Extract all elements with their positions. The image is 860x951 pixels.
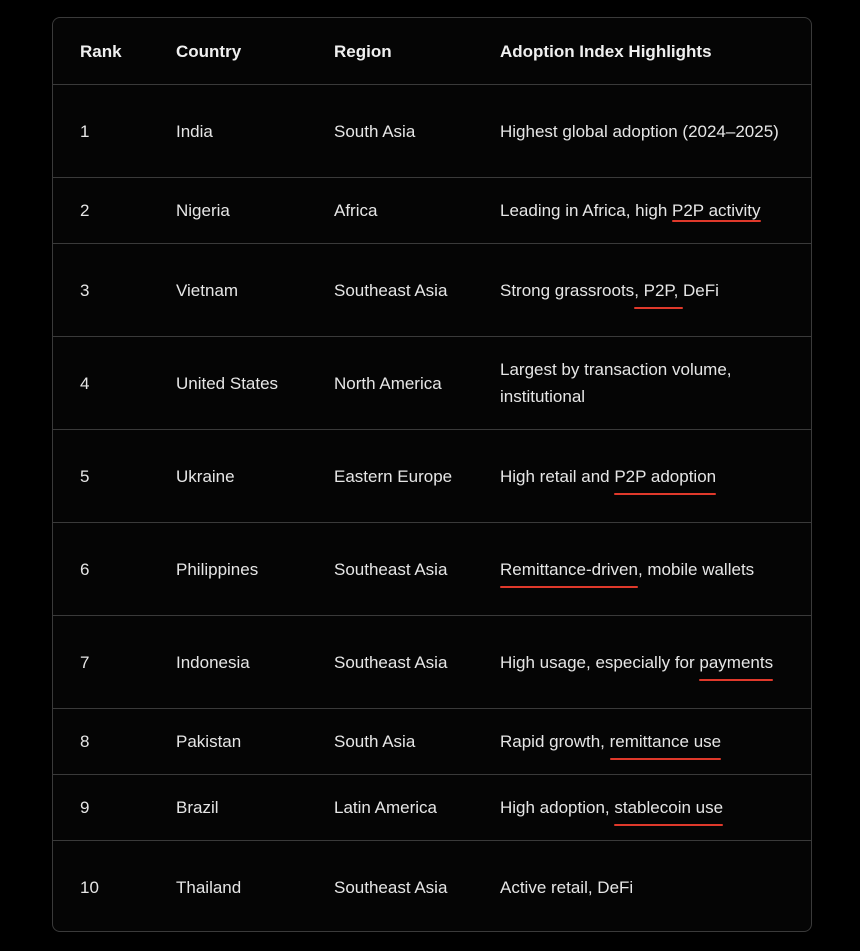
underlined-highlight: P2P adoption xyxy=(614,466,717,486)
underlined-highlight: , P2P, xyxy=(634,280,684,300)
region-cell: North America xyxy=(334,337,500,430)
table-row xyxy=(53,85,811,178)
region-cell: Latin America xyxy=(334,775,500,841)
rank-cell: 9 xyxy=(53,775,176,841)
rank-cell: 6 xyxy=(53,523,176,616)
highlights-cell xyxy=(500,616,811,709)
table-row xyxy=(53,616,811,709)
table-row xyxy=(53,430,811,523)
table-row xyxy=(53,775,811,841)
underlined-highlight: Remittance-driven xyxy=(500,559,638,579)
highlights-cell xyxy=(500,841,811,933)
country-cell: Brazil xyxy=(176,775,334,841)
country-cell: Vietnam xyxy=(176,244,334,337)
underlined-highlight: P2P activity xyxy=(672,201,761,220)
highlight-text: Highest global adoption (2024–2025) xyxy=(500,121,779,141)
rank-cell: 4 xyxy=(53,337,176,430)
rank-cell: 10 xyxy=(53,841,176,933)
header-country: Country xyxy=(176,41,242,61)
rank-cell: 1 xyxy=(53,85,176,178)
country-cell: India xyxy=(176,85,334,178)
region-cell: Southeast Asia xyxy=(334,616,500,709)
region-cell: South Asia xyxy=(334,85,500,178)
table-row xyxy=(53,709,811,775)
highlight-text: Rapid growth, xyxy=(500,732,610,751)
header-highlights: Adoption Index Highlights xyxy=(500,41,712,61)
country-cell: Nigeria xyxy=(176,178,334,244)
highlights-cell xyxy=(500,178,811,244)
highlight-text-tail: , mobile wallets xyxy=(637,559,755,579)
underlined-highlight: payments xyxy=(699,652,774,672)
country-cell: Ukraine xyxy=(176,430,334,523)
highlights-cell xyxy=(500,85,811,178)
highlight-text: Strong grassroots xyxy=(500,280,635,300)
highlights-cell xyxy=(500,244,811,337)
underlined-highlight: stablecoin use xyxy=(614,798,724,817)
header-rank: Rank xyxy=(80,41,122,61)
highlight-text-tail: DeFi xyxy=(683,280,719,300)
country-cell: Philippines xyxy=(176,523,334,616)
rank-cell: 5 xyxy=(53,430,176,523)
rank-cell: 7 xyxy=(53,616,176,709)
highlight-text: Largest by transaction volume, institutional xyxy=(500,360,732,406)
highlights-cell xyxy=(500,523,811,616)
highlight-text: Leading in Africa, high xyxy=(500,201,673,220)
country-cell: Thailand xyxy=(176,841,334,933)
underlined-highlight: remittance use xyxy=(609,732,722,751)
header-region: Region xyxy=(334,41,392,61)
country-cell: Indonesia xyxy=(176,616,334,709)
table-row xyxy=(53,178,811,244)
highlights-cell xyxy=(500,775,811,841)
highlight-text: Active retail, DeFi xyxy=(500,877,634,897)
region-cell: Southeast Asia xyxy=(334,244,500,337)
rank-cell: 2 xyxy=(53,178,176,244)
table-row xyxy=(53,523,811,616)
country-cell: United States xyxy=(176,337,334,430)
region-cell: Southeast Asia xyxy=(334,523,500,616)
region-cell: Africa xyxy=(334,178,500,244)
highlight-text: High retail and xyxy=(500,466,615,486)
highlight-text: High usage, especially for xyxy=(500,652,700,672)
table-row xyxy=(53,244,811,337)
rank-cell: 3 xyxy=(53,244,176,337)
header-row xyxy=(53,18,811,85)
adoption-table xyxy=(52,17,812,932)
highlight-text: High adoption, xyxy=(500,798,615,817)
table-row xyxy=(53,337,811,430)
rank-cell: 8 xyxy=(53,709,176,775)
country-cell: Pakistan xyxy=(176,709,334,775)
highlights-cell xyxy=(500,430,811,523)
highlights-cell xyxy=(500,709,811,775)
region-cell: Southeast Asia xyxy=(334,841,500,933)
region-cell: Eastern Europe xyxy=(334,430,500,523)
region-cell: South Asia xyxy=(334,709,500,775)
table-row xyxy=(53,841,811,933)
highlights-cell xyxy=(500,337,811,430)
